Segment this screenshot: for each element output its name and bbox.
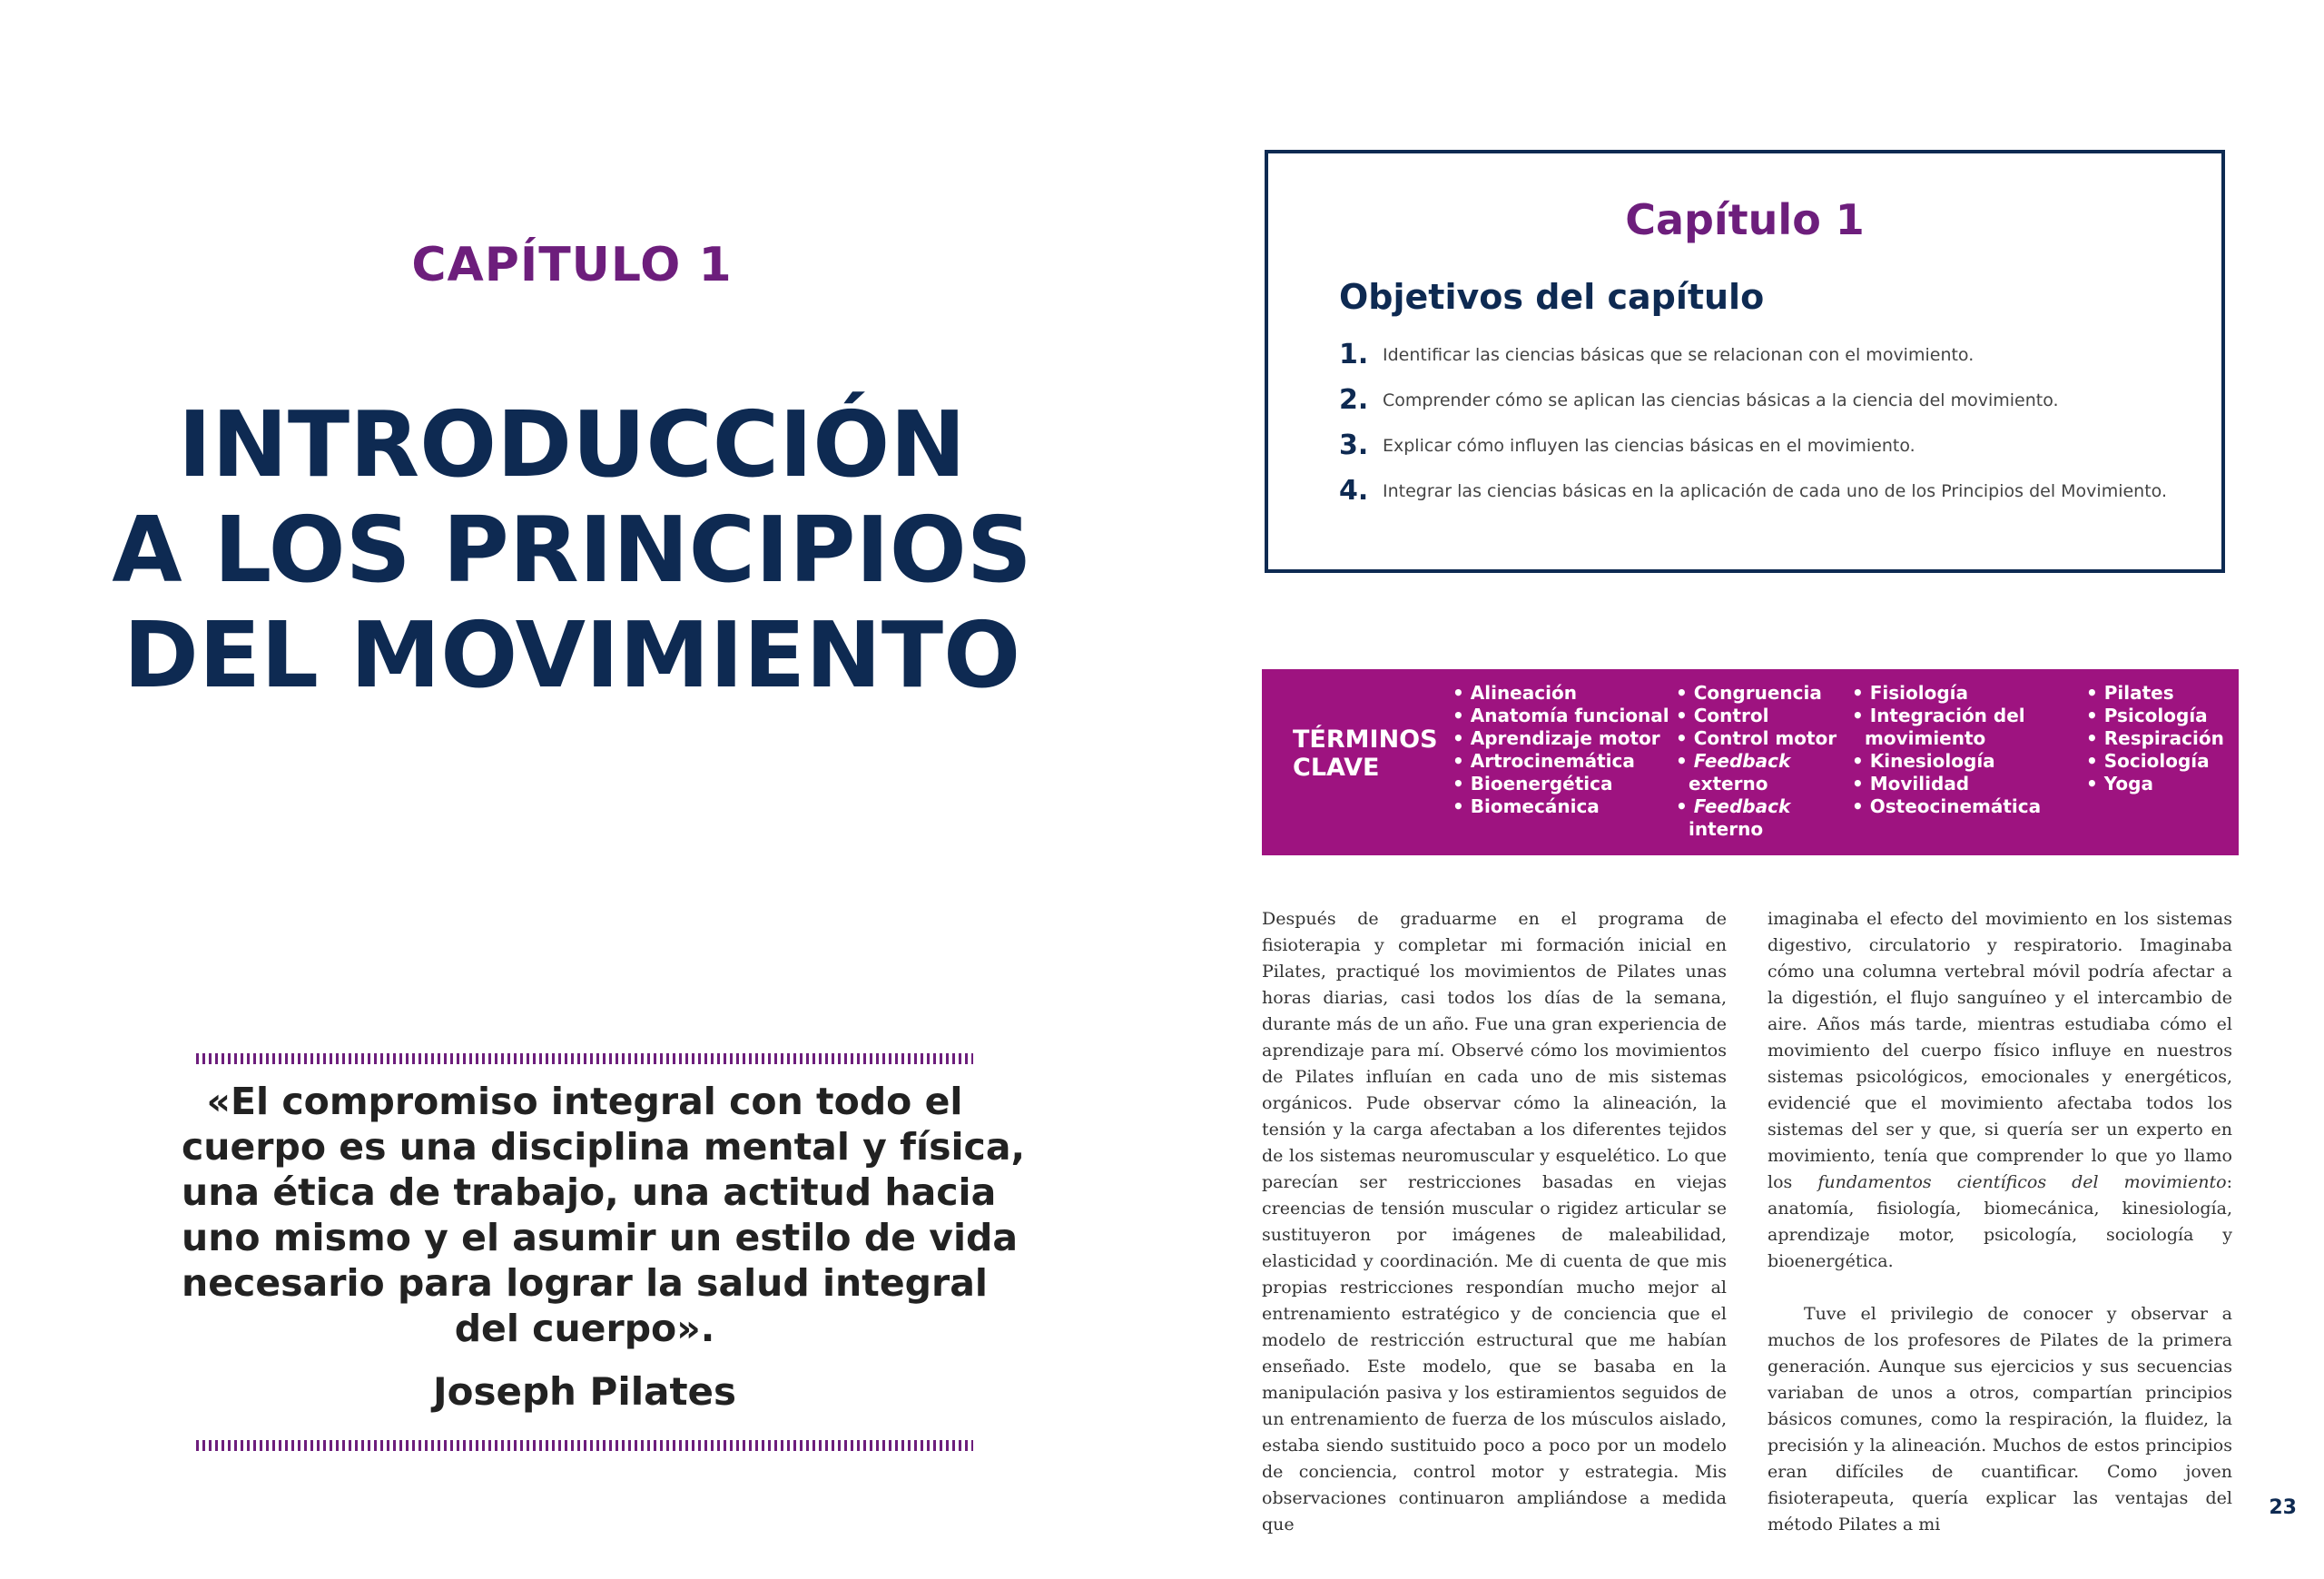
- key-terms-band: [1262, 669, 2239, 855]
- objective-item: [1339, 475, 2174, 526]
- key-term-part: Integración del: [1869, 705, 2025, 726]
- objective-text: Identificar las ciencias básicas que se relacionan con el movimiento.: [1383, 345, 1974, 365]
- objective-number: 1.: [1339, 339, 1369, 370]
- key-term: • Yoga: [2086, 773, 2224, 795]
- quote-bottom-divider: [196, 1440, 973, 1451]
- objective-item: [1339, 429, 2174, 480]
- body-column-1: [1262, 906, 1727, 1538]
- key-term: • Anatomía funcional: [1452, 705, 1669, 727]
- body-paragraph: Después de graduarme en el programa de fisioterapia y completar mi formación inicial en Pilates, practiqué los movimientos de Pilates unas horas diarias, casi todos los días de la semana, durante más de un año. Fue una gran experiencia de aprendizaje para mí. Observé cómo los movimientos de Pilates influían en cada uno de mis sistemas orgánicos. Pude observar cómo la alineación, la tensión y la carga afectaban a los diferentes tejidos de los sistemas neuromuscular y esquelético. Lo que parecían ser restricciones basadas en viejas creencias de tensión muscular o rigidez articular se sustituyeron por imágenes de maleabilidad, elasticidad y coordinación. Me di cuenta de que mis propias restricciones respondían mucho mejor al entrenamiento estratégico y de conciencia que el modelo de restricción estructural que me habían enseñado. Este modelo, que se basaba en la manipulación pasiva y los estiramientos seguidos de un entrenamiento de fuerza de los músculos aislado, estaba siendo sustituido poco a poco por un modelo de conciencia, control motor y estrategia. Mis observaciones continuaron ampliándose a medida que: [1262, 909, 1727, 1535]
- quote-line: uno mismo y el asumir un estilo de vida: [182, 1216, 1019, 1259]
- quote-line: cuerpo es una disciplina mental y física,: [182, 1125, 1026, 1169]
- quote-line: una ética de trabajo, una actitud hacia: [182, 1170, 997, 1214]
- quote-line: «El compromiso integral con todo el: [206, 1080, 963, 1123]
- chapter-title-line: A LOS PRINCIPIOS: [112, 497, 1032, 603]
- objective-number: 4.: [1339, 475, 1369, 507]
- key-term-cont: interno: [1689, 818, 1764, 840]
- epigraph-quote: [182, 1079, 1026, 1351]
- key-term: • Congruencia: [1676, 682, 1837, 705]
- key-term: [1676, 795, 1837, 841]
- objectives-box-title: Capítulo 1: [1625, 195, 1865, 244]
- right-page: [1162, 0, 2324, 1579]
- key-term: • Aprendizaje motor: [1452, 727, 1669, 750]
- objective-item: [1339, 339, 2174, 390]
- body-text: imaginaba el efecto del movimiento en los sistemas digestivo, circulatorio y respiratorio. Imaginaba cómo una columna vertebral móvil podría afectar a la digestión, el flujo sanguíneo y el intercambio de aire. Años más tarde, mientras estudiaba cómo el movimiento del cuerpo físico influye en nuestros sistemas psicológicos, emocionales y energéticos, evidencié que el movimiento afectaba todos los sistemas del ser y que, si quería ser un experto en movimiento, tenía que comprender lo que yo llamo los: [1768, 909, 2232, 1192]
- key-terms-column-2: [1676, 682, 1837, 841]
- key-term-cont: movimiento: [1865, 727, 1986, 749]
- key-term: [1852, 705, 2041, 750]
- quote-author: Joseph Pilates: [432, 1369, 737, 1414]
- key-term-italic: Feedback: [1693, 750, 1791, 772]
- objectives-list: [1339, 339, 2174, 526]
- chapter-label: CAPÍTULO 1: [411, 238, 733, 292]
- key-term: • Bioenergética: [1452, 773, 1669, 795]
- key-term-cont: externo: [1689, 773, 1768, 794]
- chapter-title: [0, 392, 1144, 708]
- key-term: • Movilidad: [1852, 773, 2041, 795]
- body-column-2: [1768, 906, 2232, 1538]
- body-paragraph: [1768, 906, 2232, 1275]
- quote-line: necesario para lograr la salud integral: [182, 1261, 988, 1305]
- chapter-title-line: DEL MOVIMIENTO: [123, 602, 1021, 708]
- objective-text: Explicar cómo influyen las ciencias básicas en el movimiento.: [1383, 436, 1915, 456]
- objective-text: Integrar las ciencias básicas en la aplicación de cada uno de los Principios del Movimiento.: [1383, 481, 2167, 501]
- page-number: 23: [2269, 1496, 2297, 1519]
- body-emphasis: fundamentos científicos del movimiento: [1817, 1172, 2227, 1192]
- quote-top-divider: [196, 1053, 973, 1064]
- key-term: [1676, 750, 1837, 795]
- key-term: • Pilates: [2086, 682, 2224, 705]
- key-terms-label-line: CLAVE: [1293, 754, 1380, 782]
- chapter-title-line: INTRODUCCIÓN: [177, 391, 967, 498]
- key-term: • Kinesiología: [1852, 750, 2041, 773]
- key-term: • Control: [1676, 705, 1837, 727]
- key-terms-column-4: [2086, 682, 2224, 795]
- key-terms-label-line: TÉRMINOS: [1293, 725, 1438, 754]
- objective-number: 2.: [1339, 384, 1369, 416]
- objectives-heading: Objetivos del capítulo: [1339, 277, 1765, 317]
- objective-item: [1339, 384, 2174, 435]
- objective-number: 3.: [1339, 429, 1369, 461]
- key-term: • Biomecánica: [1452, 795, 1669, 818]
- key-term: • Control motor: [1676, 727, 1837, 750]
- key-term-italic: Feedback: [1693, 795, 1791, 817]
- key-term: • Respiración: [2086, 727, 2224, 750]
- quote-line: del cuerpo».: [454, 1307, 715, 1350]
- key-terms-column-1: [1452, 682, 1669, 818]
- objective-text: Comprender cómo se aplican las ciencias básicas a la ciencia del movimiento.: [1383, 390, 2059, 410]
- key-term: • Alineación: [1452, 682, 1669, 705]
- body-text: : anatomía, fisiología, biomecánica, kinesiología, aprendizaje motor, psicología, sociología y bioenergética.: [1768, 1172, 2232, 1271]
- key-term: • Sociología: [2086, 750, 2224, 773]
- key-term: • Osteocinemática: [1852, 795, 2041, 818]
- key-term: • Fisiología: [1852, 682, 2041, 705]
- objectives-box: [1265, 150, 2225, 573]
- key-term: • Artrocinemática: [1452, 750, 1669, 773]
- key-term: • Psicología: [2086, 705, 2224, 727]
- body-paragraph: Tuve el privilegio de conocer y observar a muchos de los profesores de Pilates de la primera generación. Aunque sus ejercicios y sus secuencias variaban de unos a otros, compartían principios básicos comunes, como la respiración, la fluidez, la precisión y la alineación. Muchos de estos principios eran difíciles de cuantificar. Como joven fisioterapeuta, quería explicar las ventajas del método Pilates a mi: [1768, 1304, 2232, 1535]
- key-terms-column-3: [1852, 682, 2041, 818]
- key-terms-label: [1293, 725, 1438, 782]
